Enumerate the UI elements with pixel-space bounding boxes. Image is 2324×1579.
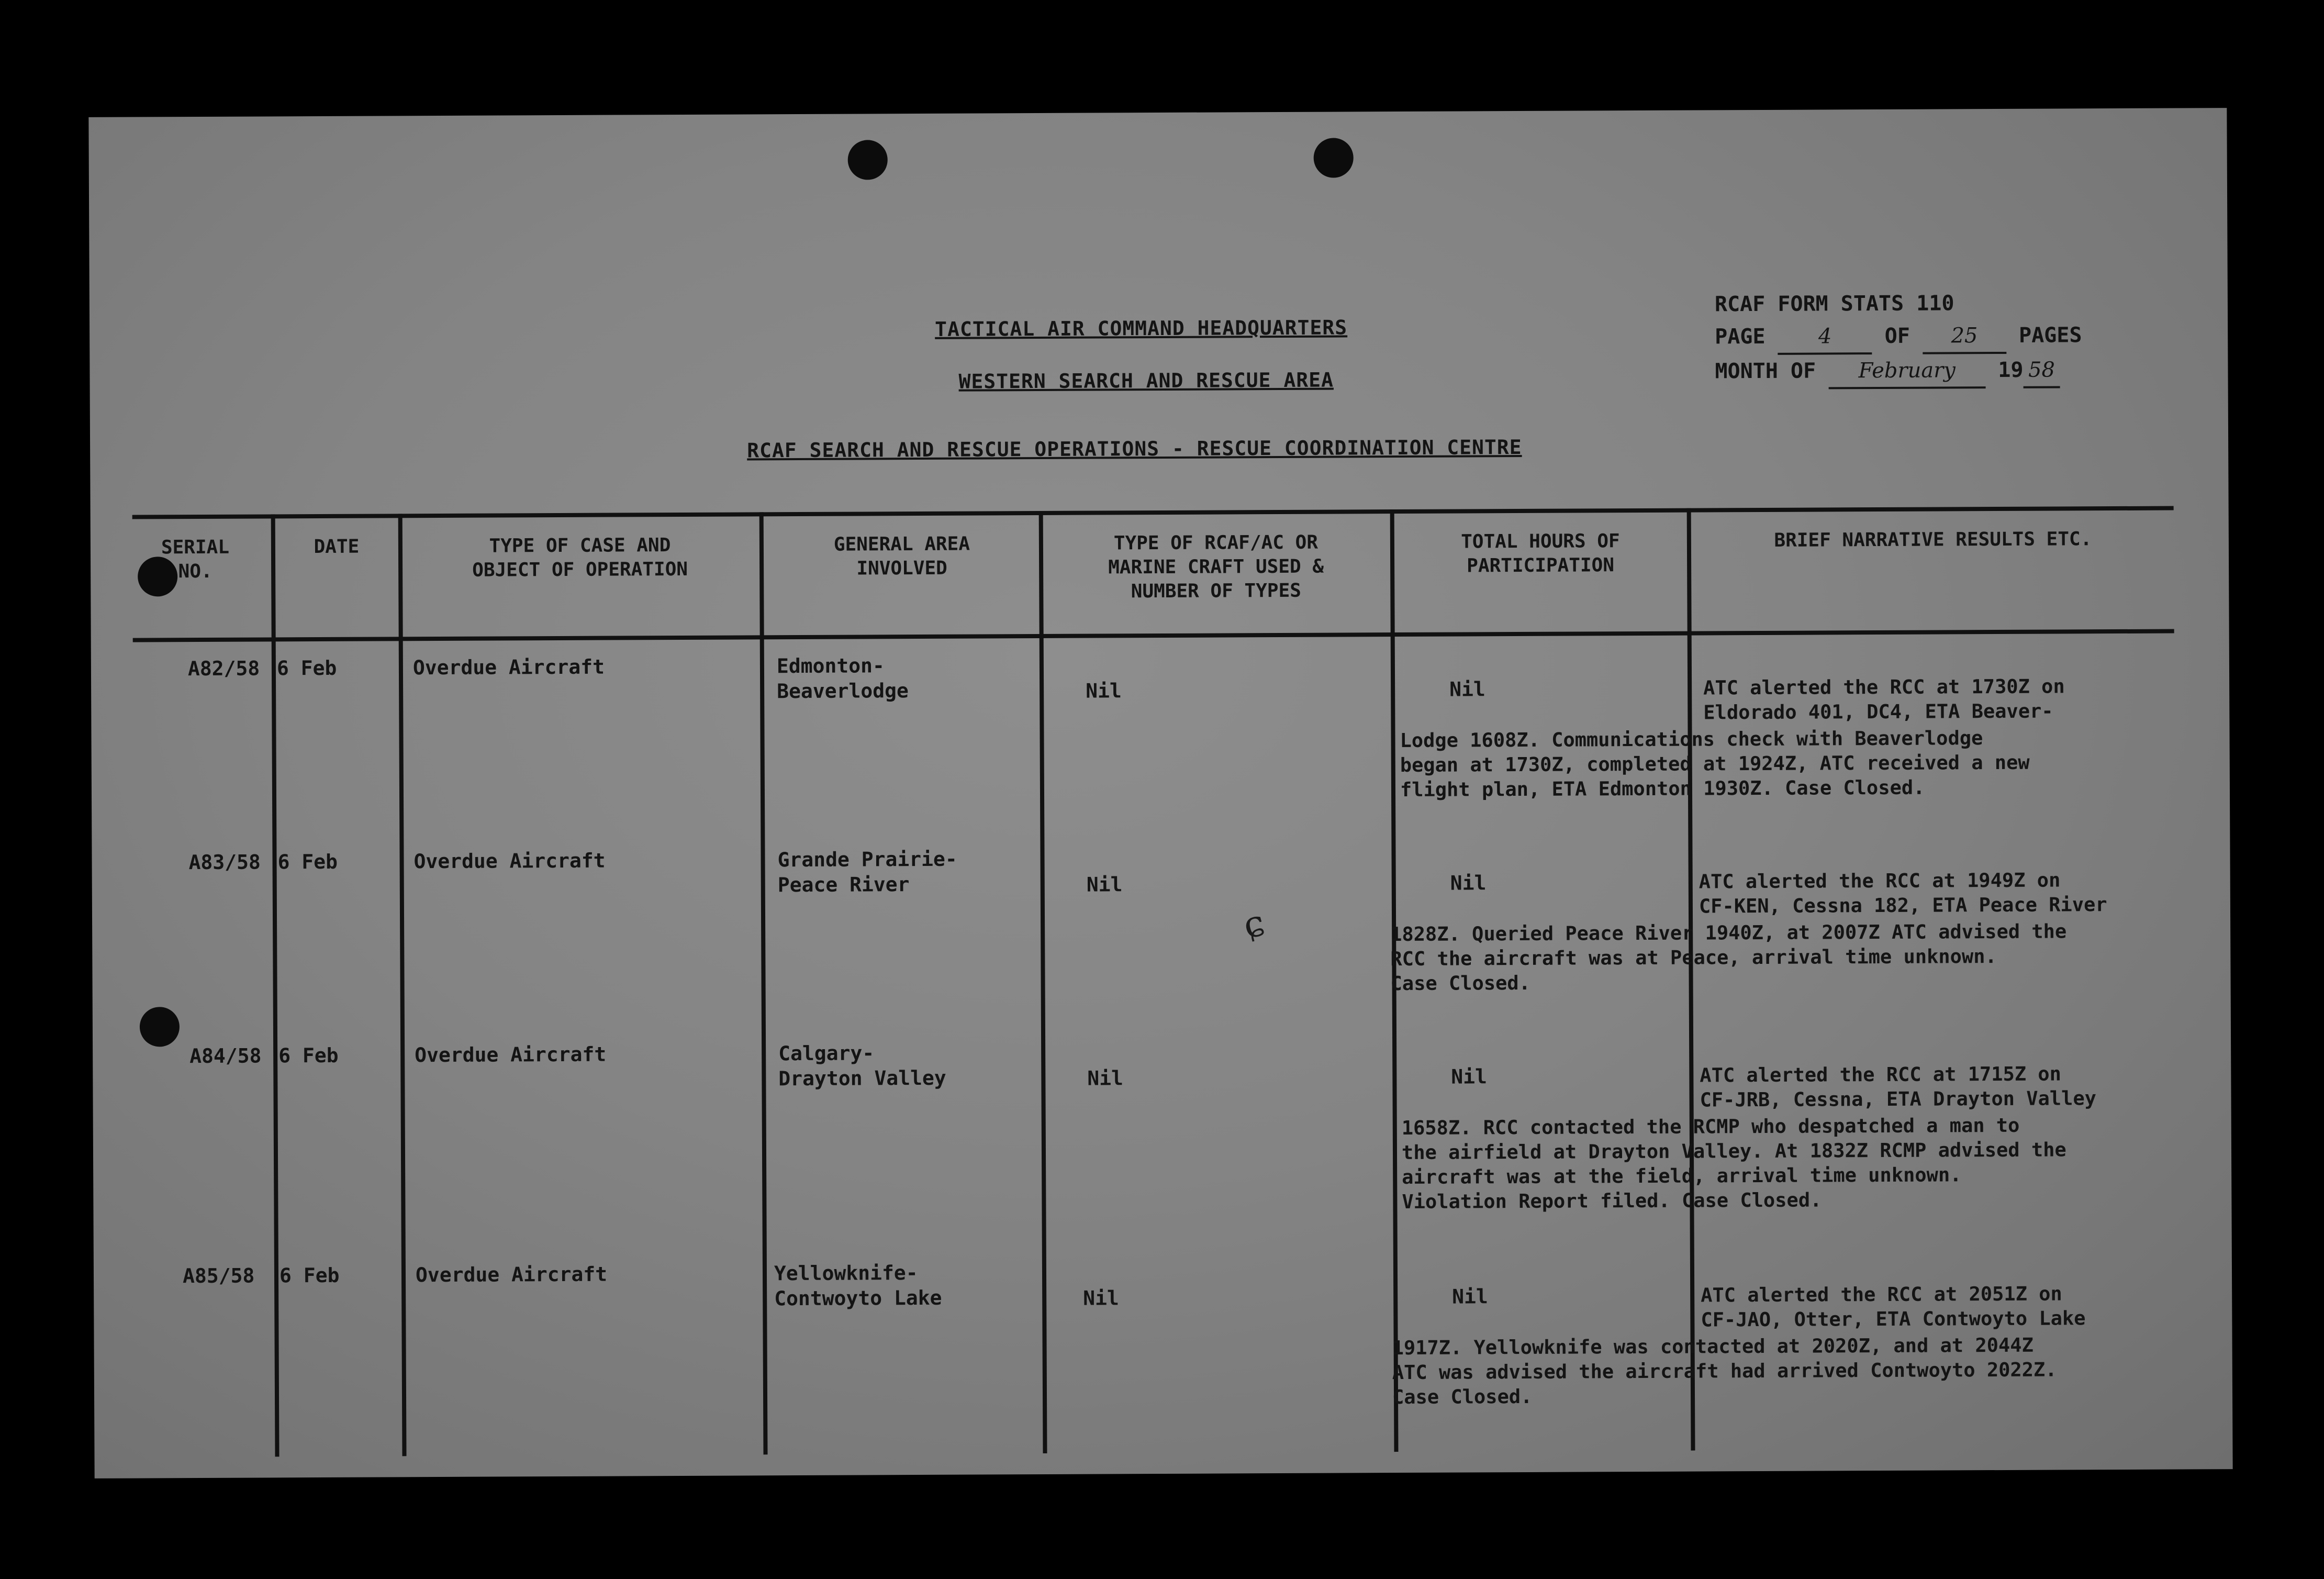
column-header-narrative: BRIEF NARRATIVE RESULTS ETC. — [1774, 528, 2092, 551]
punch-hole-top-left — [848, 140, 888, 180]
month-label: MONTH OF — [1715, 359, 1816, 384]
form-id: RCAF FORM STATS 110 — [1714, 291, 1954, 317]
row3-date: 6 Feb — [278, 1043, 339, 1068]
row4-craft: Nil — [1083, 1286, 1119, 1310]
row2-craft: Nil — [1086, 873, 1123, 896]
column-divider-2 — [398, 514, 407, 1456]
column-header-serial: SERIAL NO. — [161, 536, 230, 583]
row2-case: Overdue Aircraft — [414, 849, 606, 873]
heading-area: WESTERN SEARCH AND RESCUE AREA — [958, 368, 1334, 393]
year-prefix: 19 — [1998, 358, 2024, 383]
row2-area: Grande Prairie- Peace River — [777, 847, 957, 897]
row1-date: 6 Feb — [276, 656, 337, 680]
row4-narrative-body: 1917Z. Yellowknife was contacted at 2020Z, and at 2044Z ATC was advised the aircraft had arrived Contwoyto 2022Z. Case Closed. — [1392, 1333, 2057, 1409]
row3-craft: Nil — [1087, 1066, 1124, 1090]
row2-serial: A83/58 — [188, 850, 261, 874]
row4-case: Overdue Aircraft — [415, 1262, 608, 1287]
row2-narrative-body: 1828Z. Queried Peace River 1940Z, at 2007Z ATC advised the RCC the aircraft was at Peace, arrival time unknown. Case Closed. — [1390, 920, 2067, 995]
column-divider-4 — [1039, 511, 1047, 1453]
heading-command: TACTICAL AIR COMMAND HEADQUARTERS — [935, 316, 1348, 341]
page-label: PAGE — [1715, 324, 1766, 349]
row2-hours: Nil — [1450, 871, 1487, 895]
column-header-case: TYPE OF CASE AND OBJECT OF OPERATION — [472, 535, 688, 581]
of-label: OF — [1884, 324, 1910, 348]
page-total: 25 — [1923, 319, 2006, 354]
row3-serial: A84/58 — [189, 1044, 262, 1068]
column-header-craft: TYPE OF RCAF/AC OR MARINE CRAFT USED & NUMBER OF TYPES — [1108, 531, 1324, 603]
row4-date: 6 Feb — [279, 1263, 340, 1287]
row3-narrative-head: ATC alerted the RCC at 1715Z on CF-JRB, Cessna, ETA Drayton Valley — [1700, 1062, 2097, 1111]
pages-label: PAGES — [2018, 323, 2082, 348]
punch-hole-left-lower — [140, 1007, 180, 1047]
row4-serial: A85/58 — [182, 1264, 255, 1288]
row2-narrative-head: ATC alerted the RCC at 1949Z on CF-KEN, Cessna 182, ETA Peace River — [1699, 869, 2107, 918]
document-sheet — [88, 108, 2232, 1478]
form-reference-block — [1715, 286, 2082, 390]
row1-area: Edmonton- Beaverlodge — [776, 654, 909, 703]
table-header-rule — [133, 629, 2174, 642]
row1-hours: Nil — [1449, 677, 1485, 701]
month-value: February — [1828, 354, 1985, 389]
page-number: 4 — [1778, 320, 1872, 355]
row3-area: Calgary- Drayton Valley — [778, 1041, 946, 1091]
heading-operations: RCAF SEARCH AND RESCUE OPERATIONS - RESCUE COORDINATION CENTRE — [747, 435, 1522, 462]
row3-hours: Nil — [1451, 1065, 1488, 1088]
row4-area: Yellowknife- Contwoyto Lake — [774, 1261, 942, 1310]
row1-serial: A82/58 — [187, 657, 260, 681]
punch-hole-top-right — [1314, 138, 1354, 177]
month-line — [1715, 353, 2082, 390]
row3-case: Overdue Aircraft — [415, 1042, 607, 1067]
row4-hours: Nil — [1452, 1285, 1488, 1308]
row1-craft: Nil — [1086, 679, 1122, 703]
row1-case: Overdue Aircraft — [412, 655, 605, 680]
page-line — [1715, 319, 2082, 355]
handwritten-g-mark: ɕ — [1238, 900, 1270, 948]
column-header-area: GENERAL AREA INVOLVED — [833, 533, 970, 580]
year-suffix: 58 — [2023, 353, 2060, 388]
row3-narrative-body: 1658Z. RCC contacted the RCMP who despatched a man to the airfield at Drayton Valley. At 1832Z RCMP advised the aircraft was at the field, arrival time unknown. Violation Report filed. Case Closed. — [1401, 1114, 2066, 1213]
row1-narrative-head: ATC alerted the RCC at 1730Z on Eldorado 401, DC4, ETA Beaver- — [1703, 675, 2065, 724]
row2-date: 6 Feb — [277, 850, 338, 874]
table-top-rule — [132, 506, 2174, 519]
column-header-hours: TOTAL HOURS OF PARTICIPATION — [1461, 530, 1620, 577]
column-divider-3 — [759, 512, 768, 1454]
row4-narrative-head: ATC alerted the RCC at 2051Z on CF-JAO, Otter, ETA Contwoyto Lake — [1701, 1282, 2086, 1331]
column-header-date: DATE — [314, 536, 360, 558]
row1-narrative-body: Lodge 1608Z. Communications check with Beaverlodge began at 1730Z, completed at 1924Z, ATC received a new flight plan, ETA Edmonton 1930Z. Case Closed. — [1400, 727, 2030, 802]
